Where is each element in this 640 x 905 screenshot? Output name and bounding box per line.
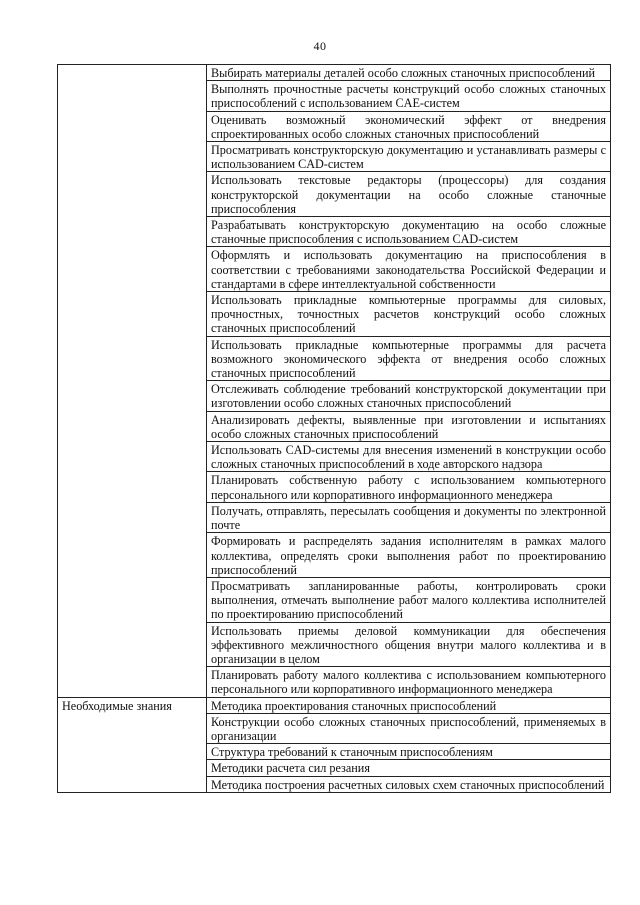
skill-item: Использовать приемы деловой коммуникации для обеспечения эффективного межличностного общения внутри малого коллектива и в организации в целом [207, 622, 611, 667]
skill-item: Использовать прикладные компьютерные программы для расчета возможного экономического эффекта от внедрения особо сложных станочных приспособлений [207, 336, 611, 381]
knowledge-row [58, 697, 611, 713]
skill-item: Использовать текстовые редакторы (процессоры) для создания конструкторской документации на особо сложные станочные приспособления [207, 172, 611, 217]
skill-item: Просматривать запланированные работы, контролировать сроки выполнения, отмечать выполнение работ малого коллектива исполнителей по проектированию приспособлений [207, 577, 611, 622]
skill-item: Формировать и распределять задания исполнителям в рамках малого коллектива, определять сроки выполнения работ по проектированию приспособлений [207, 533, 611, 578]
skill-item: Оформлять и использовать документацию на приспособления в соответствии с требованиями законодательства Российской Федерации и стандартами в сфере интеллектуальной собственности [207, 247, 611, 292]
skill-row [58, 65, 611, 81]
page-number: 40 [313, 39, 327, 53]
skill-label [58, 65, 207, 698]
skill-item: Получать, отправлять, пересылать сообщения и документы по электронной почте [207, 502, 611, 532]
skill-item: Отслеживать соблюдение требований конструкторской документации при изготовлении особо сложных станочных приспособлений [207, 381, 611, 411]
skill-item: Анализировать дефекты, выявленные при изготовлении и испытаниях особо сложных станочных приспособлений [207, 411, 611, 441]
skill-item: Оценивать возможный экономический эффект от внедрения спроектированных особо сложных станочных приспособлений [207, 111, 611, 141]
skill-item: Просматривать конструкторскую документацию и устанавливать размеры с использованием CAD-систем [207, 142, 611, 172]
knowledge-item: Методики расчета сил резания [207, 760, 611, 776]
skill-item: Разрабатывать конструкторскую документацию на особо сложные станочные приспособления с использованием CAD-систем [207, 217, 611, 247]
knowledge-item: Структура требований к станочным приспособлениям [207, 744, 611, 760]
knowledge-item: Конструкции особо сложных станочных приспособлений, применяемых в организации [207, 713, 611, 743]
skill-item: Планировать работу малого коллектива с использованием компьютерного персонального или корпоративного информационного менеджера [207, 667, 611, 697]
skill-item: Использовать прикладные компьютерные программы для силовых, прочностных, точностных расчетов конструкций особо сложных станочных приспособлений [207, 292, 611, 337]
skill-item: Использовать CAD-системы для внесения изменений в конструкции особо сложных станочных приспособлений в ходе авторского надзора [207, 442, 611, 472]
knowledge-label: Необходимые знания [58, 697, 207, 792]
competency-table [57, 64, 611, 793]
skill-item: Выполнять прочностные расчеты конструкций особо сложных станочных приспособлений с использованием CAE-систем [207, 81, 611, 111]
skill-item: Планировать собственную работу с использованием компьютерного персонального или корпоративного информационного менеджера [207, 472, 611, 502]
skill-item: Выбирать материалы деталей особо сложных станочных приспособлений [207, 65, 611, 81]
knowledge-item: Методика проектирования станочных приспособлений [207, 697, 611, 713]
knowledge-item: Методика построения расчетных силовых схем станочных приспособлений [207, 776, 611, 792]
